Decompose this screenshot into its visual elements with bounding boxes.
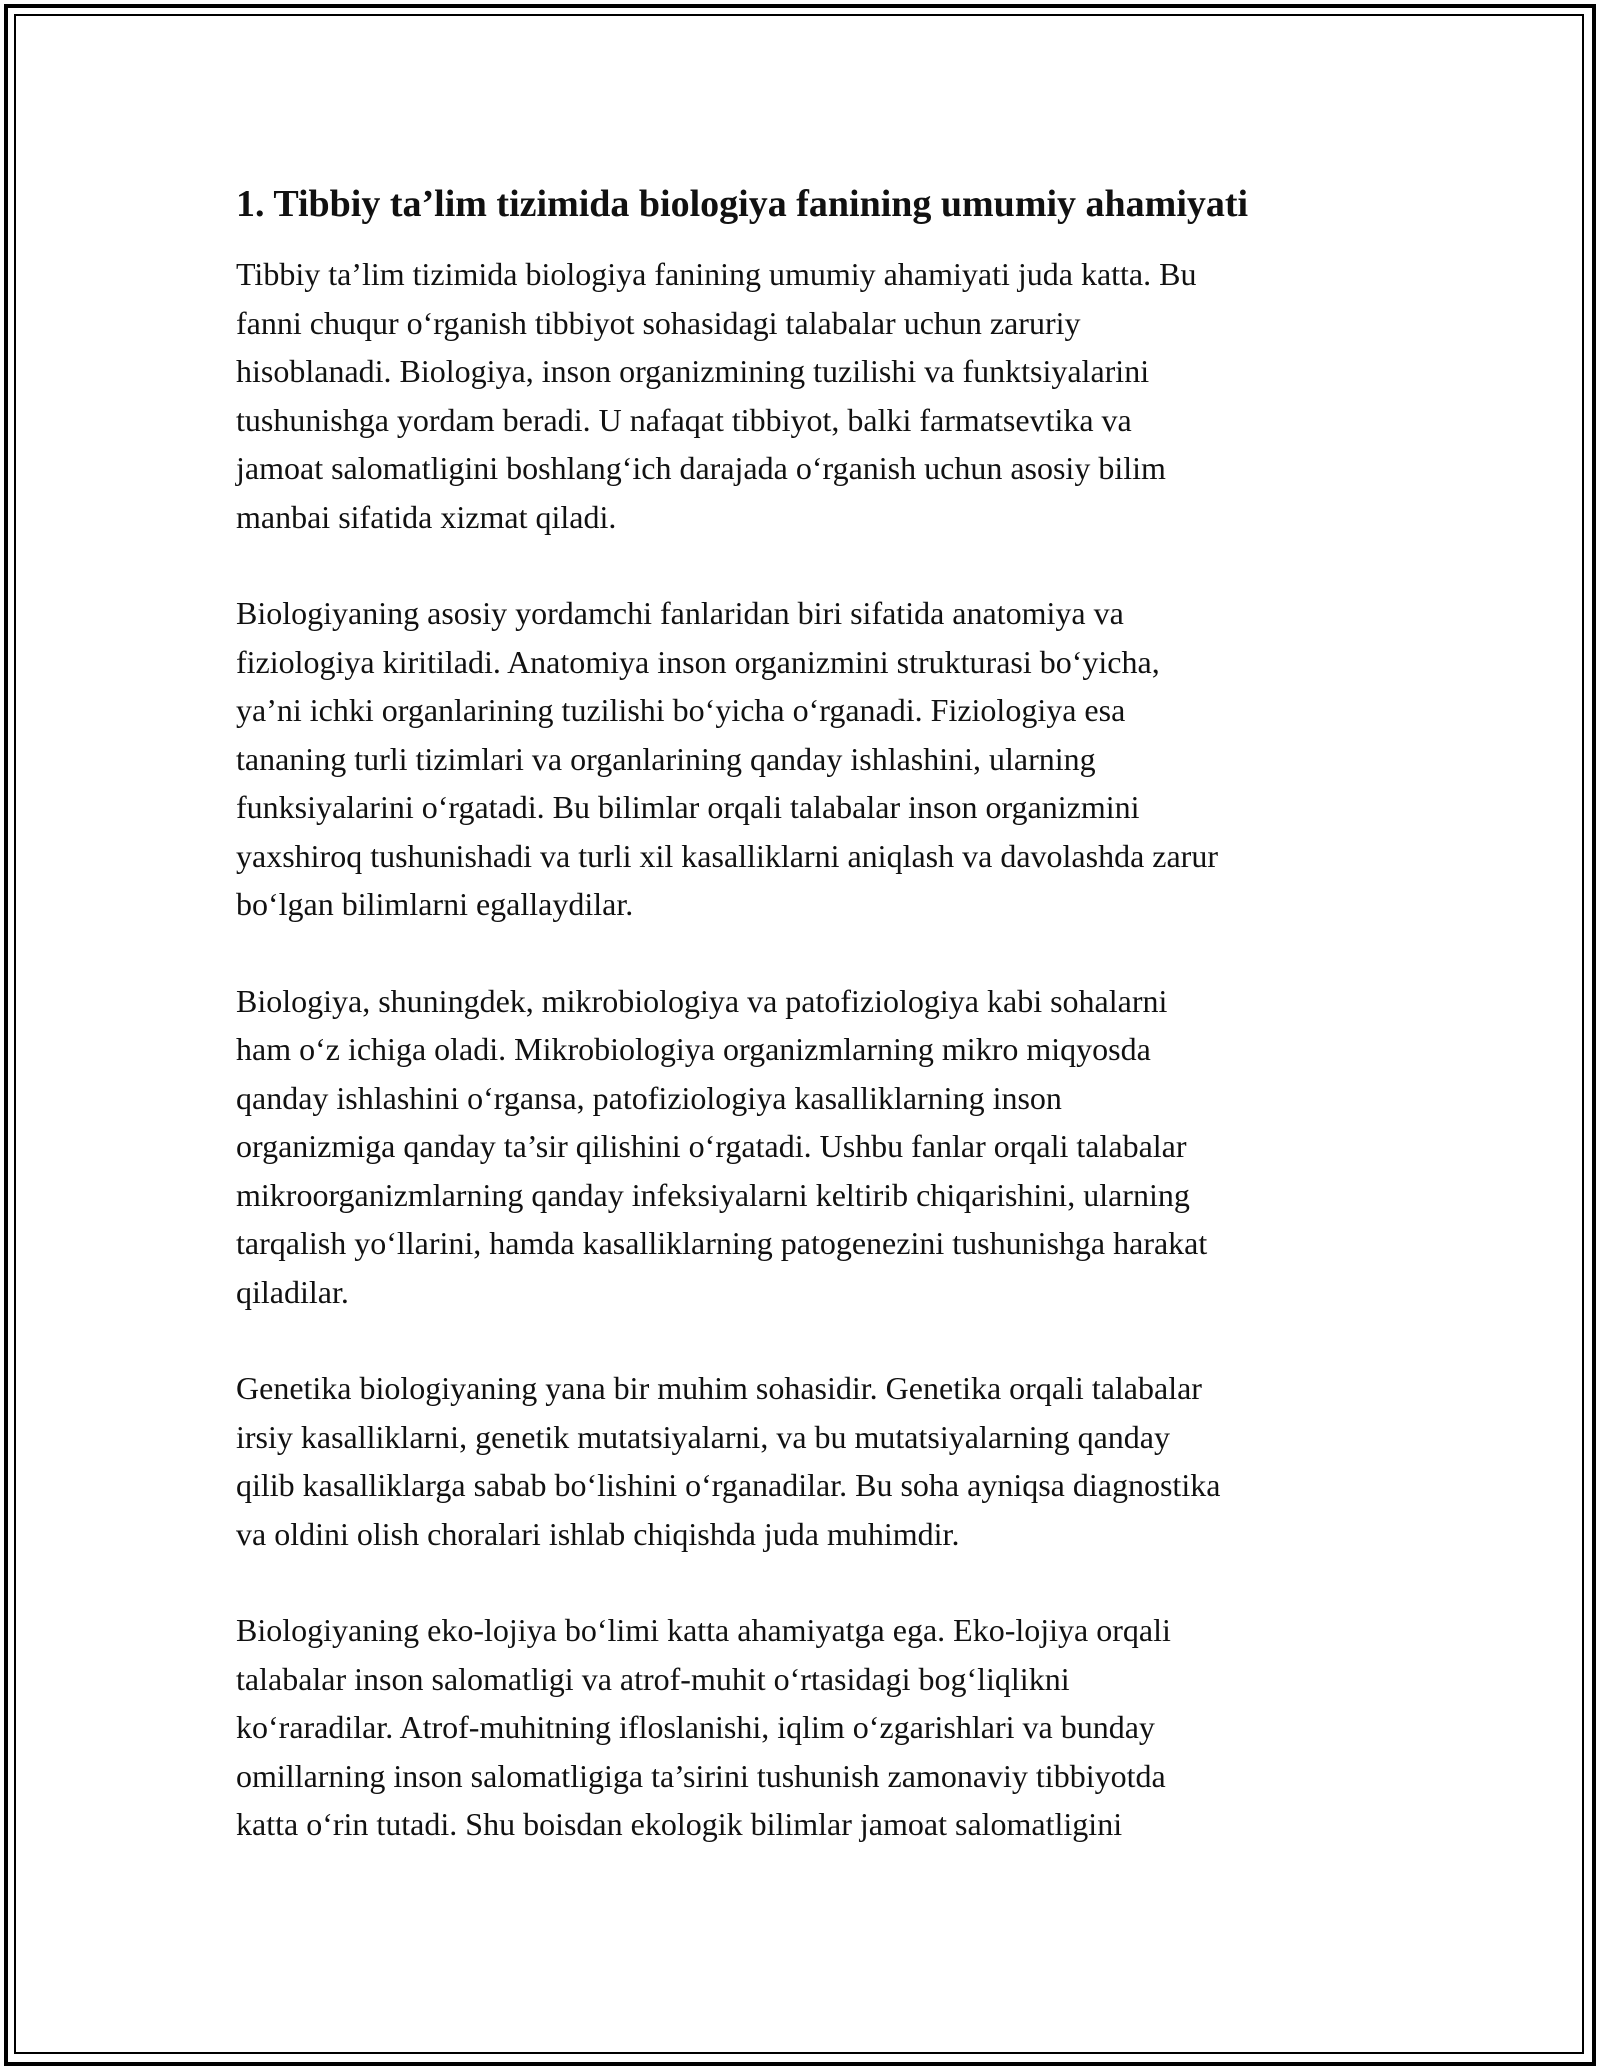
paragraph-5 xyxy=(236,1606,1386,1849)
text-line: tushunishga yordam beradi. U nafaqat tibbiyot, balki farmatsevtika va xyxy=(236,401,1132,438)
text-line: mikroorganizmlarning qanday infeksiyalarni keltirib chiqarishini, ularning xyxy=(236,1176,1190,1213)
paragraph-1 xyxy=(236,250,1386,541)
text-line: ham o‘z ichiga oladi. Mikrobiologiya organizmlarning mikro miqyosda xyxy=(236,1031,1151,1067)
text-line: qilib kasalliklarga sabab bo‘lishini o‘rganadilar. Bu soha ayniqsa diagnostika xyxy=(236,1467,1221,1503)
text-line: jamoat salomatligini boshlang‘ich darajada o‘rganish uchun asosiy bilim xyxy=(236,450,1166,486)
text-line: bo‘lgan bilimlarni egallaydilar. xyxy=(236,886,634,922)
text-line: Tibbiy ta’lim tizimida biologiya fanining umumiy ahamiyati juda katta. Bu xyxy=(236,256,1197,292)
text-line: ya’ni ichki organlarining tuzilishi bo‘yicha o‘rganadi. Fiziologiya esa xyxy=(236,692,1126,728)
document-body xyxy=(236,180,1386,1897)
paragraph-3 xyxy=(236,977,1386,1317)
text-line: funksiyalarini o‘rgatadi. Bu bilimlar orqali talabalar inson organizmini xyxy=(236,789,1140,825)
text-line: tarqalish yo‘llarini, hamda kasalliklarning patogenezini tushunishga harakat xyxy=(236,1225,1208,1261)
text-line: irsiy kasalliklarni, genetik mutatsiyalarni, va bu mutatsiyalarning qanday xyxy=(236,1418,1170,1455)
text-line: Genetika biologiyaning yana bir muhim sohasidir. Genetika orqali talabalar xyxy=(236,1370,1202,1406)
text-line: Biologiyaning asosiy yordamchi fanlaridan biri sifatida anatomiya va xyxy=(236,595,1124,631)
text-line: Biologiyaning eko-lojiya bo‘limi katta ahamiyatga ega. Eko-lojiya orqali xyxy=(236,1612,1171,1648)
text-line: ko‘raradilar. Atrof-muhitning ifloslanishi, iqlim o‘zgarishlari va bunday xyxy=(236,1709,1155,1745)
text-line: organizmiga qanday ta’sir qilishini o‘rgatadi. Ushbu fanlar orqali talabalar xyxy=(236,1128,1187,1164)
text-line: talabalar inson salomatligi va atrof-muhit o‘rtasidagi bog‘liqlikni xyxy=(236,1660,1070,1697)
text-line: yaxshiroq tushunishadi va turli xil kasalliklarni aniqlash va davolashda zarur xyxy=(236,837,1218,874)
text-line: katta o‘rin tutadi. Shu boisdan ekologik bilimlar jamoat salomatligini xyxy=(236,1806,1123,1842)
paragraph-4 xyxy=(236,1364,1386,1558)
text-line: fanni chuqur o‘rganish tibbiyot sohasidagi talabalar uchun zaruriy xyxy=(236,304,1081,341)
text-line: qanday ishlashini o‘rgansa, patofiziologiya kasalliklarning inson xyxy=(236,1079,1062,1116)
text-line: qiladilar. xyxy=(236,1273,349,1310)
section-heading: 1. Tibbiy ta’lim tizimida biologiya fanining umumiy ahamiyati xyxy=(236,183,1249,225)
text-line: fiziologiya kiritiladi. Anatomiya inson organizmini strukturasi bo‘yicha, xyxy=(236,643,1160,680)
text-line: hisoblanadi. Biologiya, inson organizmining tuzilishi va funktsiyalarini xyxy=(236,353,1150,389)
text-line: manbai sifatida xizmat qiladi. xyxy=(236,498,617,535)
paragraph-2 xyxy=(236,589,1386,929)
text-line: omillarning inson salomatligiga ta’sirini tushunish zamonaviy tibbiyotda xyxy=(236,1757,1166,1794)
text-line: tananing turli tizimlari va organlarining qanday ishlashini, ularning xyxy=(236,740,1096,777)
text-line: Biologiya, shuningdek, mikrobiologiya va patofiziologiya kabi sohalarni xyxy=(236,982,1168,1019)
text-line: va oldini olish choralari ishlab chiqishda juda muhimdir. xyxy=(236,1515,960,1552)
